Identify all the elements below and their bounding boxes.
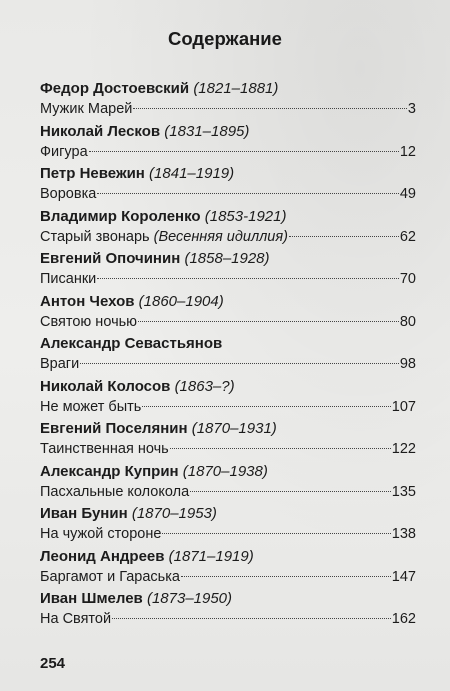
toc-entry: [40, 418, 416, 460]
page-number: 107: [391, 398, 416, 415]
page-number: 12: [399, 143, 416, 160]
leader-dots: [89, 151, 399, 152]
author-name: Петр Невежин: [40, 165, 145, 182]
toc-entry: [40, 333, 416, 375]
page-number: 147: [391, 568, 416, 585]
author-years: (1841–1919): [149, 165, 235, 182]
page-number: 80: [399, 313, 416, 330]
work-title: Мужик Марей: [40, 101, 133, 117]
work-line[interactable]: [40, 269, 416, 290]
author-name: Леонид Андреев: [40, 547, 165, 565]
page-number: 135: [391, 483, 416, 500]
author-name: Евгений Поселянин: [40, 420, 188, 437]
work-line[interactable]: [40, 184, 416, 205]
leader-dots: [80, 363, 399, 364]
author-name: Владимир Короленко: [40, 207, 201, 225]
author-years: (1870–1953): [131, 505, 217, 522]
leader-dots: [162, 533, 390, 534]
work-title: На Святой: [40, 611, 112, 627]
toc-entry: [40, 503, 416, 545]
toc-entry: [40, 546, 416, 588]
author-years: (1860–1904): [138, 292, 224, 310]
work-line[interactable]: [40, 439, 416, 460]
page-folio-number: 254: [40, 655, 66, 672]
toc-entry: [40, 588, 416, 630]
work-line[interactable]: [40, 99, 416, 120]
author-years: (1821–1881): [193, 80, 279, 97]
author-line: [40, 588, 416, 609]
leader-dots: [97, 193, 399, 194]
work-title: Враги: [40, 356, 80, 372]
leader-dots: [112, 618, 391, 619]
leader-dots: [133, 108, 407, 109]
leader-dots: [190, 491, 391, 492]
author-years: (1858–1928): [184, 250, 270, 267]
work-title: Воровка: [40, 186, 97, 202]
leader-dots: [138, 321, 399, 322]
work-line[interactable]: [40, 227, 416, 248]
toc-list: [40, 78, 416, 630]
author-name: Александр Куприн: [40, 462, 179, 480]
work-title: Старый звонарь: [40, 228, 150, 245]
toc-entry: [40, 206, 416, 248]
author-line: [40, 546, 416, 567]
author-line: [40, 248, 416, 269]
author-years: (1853-1921): [204, 207, 287, 225]
work-line[interactable]: [40, 567, 416, 588]
author-name: Николай Лесков: [40, 122, 161, 140]
author-line: [40, 163, 416, 184]
toc-entry: [40, 248, 416, 290]
work-title: Святою ночью: [40, 313, 138, 330]
work-line[interactable]: [40, 524, 416, 545]
work-line[interactable]: [40, 482, 416, 503]
author-name: Иван Бунин: [40, 505, 128, 522]
toc-entry: [40, 461, 416, 503]
work-title: Фигура: [40, 143, 88, 160]
toc-entry: [40, 121, 416, 163]
author-name: Иван Шмелев: [40, 590, 143, 607]
page-number: 122: [391, 441, 416, 457]
toc-entry: [40, 376, 416, 418]
author-years: (1870–1938): [182, 462, 268, 480]
author-name: Антон Чехов: [40, 292, 135, 310]
work-title: Баргамот и Гараська: [40, 568, 180, 585]
leader-dots: [170, 448, 391, 449]
page-number: 49: [399, 186, 416, 202]
toc-entry: [40, 163, 416, 205]
author-name: Александр Севастьянов: [40, 335, 223, 352]
author-line: [40, 461, 416, 482]
author-name: Евгений Опочинин: [40, 250, 181, 267]
work-line[interactable]: [40, 312, 416, 333]
work-title: Таинственная ночь: [40, 441, 169, 457]
leader-dots: [289, 236, 399, 237]
author-years: (1871–1919): [168, 547, 254, 565]
author-line: [40, 206, 416, 227]
work-line[interactable]: [40, 354, 416, 375]
author-line: [40, 291, 416, 312]
author-line: [40, 78, 416, 99]
work-line[interactable]: [40, 397, 416, 418]
author-name: Николай Колосов: [40, 377, 171, 395]
author-years: (1831–1895): [164, 122, 250, 140]
leader-dots: [181, 576, 391, 577]
leader-dots: [142, 406, 390, 407]
page-number: 62: [399, 228, 416, 245]
author-years: (1873–1950): [146, 590, 233, 607]
page-title: Содержание: [168, 28, 282, 49]
author-line: [40, 503, 416, 524]
page-number: 70: [399, 271, 416, 287]
author-line: [40, 418, 416, 439]
author-line: [40, 121, 416, 142]
author-years: (1863–?): [174, 377, 235, 395]
page-number: 162: [391, 611, 416, 627]
work-line[interactable]: [40, 142, 416, 163]
work-subtitle: (Весенняя идиллия): [153, 228, 288, 245]
work-title: Писанки: [40, 271, 97, 287]
author-line: [40, 376, 416, 397]
author-years: (1870–1931): [191, 420, 277, 437]
page-number: 138: [391, 526, 416, 542]
toc-entry: [40, 78, 416, 120]
leader-dots: [97, 278, 399, 279]
page-number: 3: [407, 101, 416, 117]
work-line[interactable]: [40, 609, 416, 630]
toc-entry: [40, 291, 416, 333]
work-title: Пасхальные колокола: [40, 483, 190, 500]
author-name: Федор Достоевский: [40, 80, 190, 97]
author-line: [40, 333, 416, 354]
page-number: 98: [399, 356, 416, 372]
work-title: Не может быть: [40, 398, 142, 415]
work-title: На чужой стороне: [40, 526, 162, 542]
